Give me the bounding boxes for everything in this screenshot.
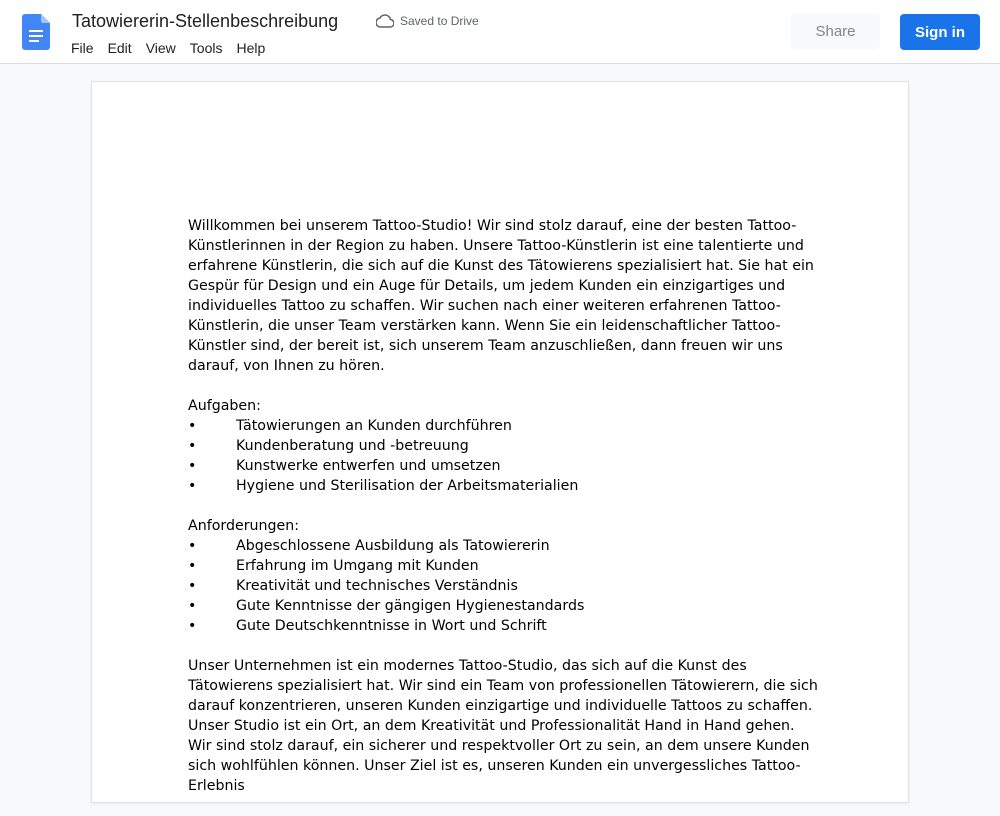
bullet: • [188,598,197,614]
cloud-done-icon [376,14,394,28]
tasks-heading: Aufgaben: [188,398,261,414]
menu-help[interactable]: Help [236,40,266,56]
bullet: • [188,618,197,634]
menu-view[interactable]: View [145,40,176,56]
list-item [188,596,820,616]
menu-edit[interactable]: Edit [107,40,132,56]
bullet: • [188,418,197,434]
bullet: • [188,558,197,574]
list-item-text: Kreativität und technisches Verständnis [236,578,518,594]
list-item-text: Kundenberatung und -betreuung [236,438,469,454]
menu-file[interactable]: File [71,40,94,56]
top-bar [0,0,1000,64]
google-docs-icon[interactable] [22,14,50,50]
requirements-heading: Anforderungen: [188,518,300,534]
menu-tools[interactable]: Tools [189,40,223,56]
company-paragraph: Unser Unternehmen ist ein modernes Tattoo-Studio, das sich auf die Kunst des Tätowierens spezialisiert hat. Wir sind ein Team von professionellen Tätowierern, die sich darauf konzentrieren, unseren Kunden einzigartige und individuelle Tattoos zu schaffen. Unser Studio ist ein Ort, an dem Kreativität und Professionalität Hand in Hand gehen. Wir sind stolz darauf, ein sicherer und respektvoller Ort zu sein, an dem unsere Kunden sich wohlfühlen können. Unser Ziel ist es, unseren Kunden ein unvergessliches Tattoo-Erlebnis [188,658,818,794]
list-item [188,536,820,556]
requirements-list [188,536,820,636]
bullet: • [188,438,197,454]
bullet: • [188,478,197,494]
list-item [188,436,820,456]
list-item-text: Tätowierungen an Kunden durchführen [236,418,512,434]
list-item [188,456,820,476]
list-item-text: Kunstwerke entwerfen und umsetzen [236,458,501,474]
list-item-text: Erfahrung im Umgang mit Kunden [236,558,479,574]
menu-bar [71,40,279,56]
list-item [188,556,820,576]
list-item-text: Hygiene und Sterilisation der Arbeitsmaterialien [236,478,579,494]
bullet: • [188,458,197,474]
intro-paragraph: Willkommen bei unserem Tattoo-Studio! Wir sind stolz darauf, eine der besten Tattoo-Künstlerinnen in der Region zu haben. Unsere Tattoo-Künstlerin ist eine talentierte und erfahrene Künstlerin, die sich auf die Kunst des Tätowierens spezialisiert hat. Sie hat ein Gespür für Design und ein Auge für Details, um jedem Kunden ein einzigartiges und individuelles Tattoo zu schaffen. Wir suchen nach einer weiteren erfahrenen Tattoo-Künstlerin, die unser Team verstärken kann. Wenn Sie ein leidenschaftlicher Tattoo-Künstler sind, der bereit ist, sich unserem Team anzuschließen, dann freuen wir uns darauf, von Ihnen zu hören. [188,218,814,374]
list-item [188,576,820,596]
list-item-text: Abgeschlossene Ausbildung als Tatowiererin [236,538,550,554]
save-status[interactable] [376,14,479,28]
list-item [188,416,820,436]
bullet: • [188,538,197,554]
document-body[interactable] [188,216,820,816]
document-title[interactable]: Tatowiererin-Stellenbeschreibung [72,11,339,31]
list-item [188,616,820,636]
list-item-text: Gute Deutschkenntnisse in Wort und Schrift [236,618,547,634]
sign-in-button[interactable]: Sign in [900,14,980,50]
list-item-text: Gute Kenntnisse der gängigen Hygienestandards [236,598,585,614]
bullet: • [188,578,197,594]
list-item [188,476,820,496]
share-button[interactable]: Share [791,14,880,49]
document-page[interactable] [92,82,908,802]
tasks-list [188,416,820,496]
save-status-label: Saved to Drive [400,14,479,28]
